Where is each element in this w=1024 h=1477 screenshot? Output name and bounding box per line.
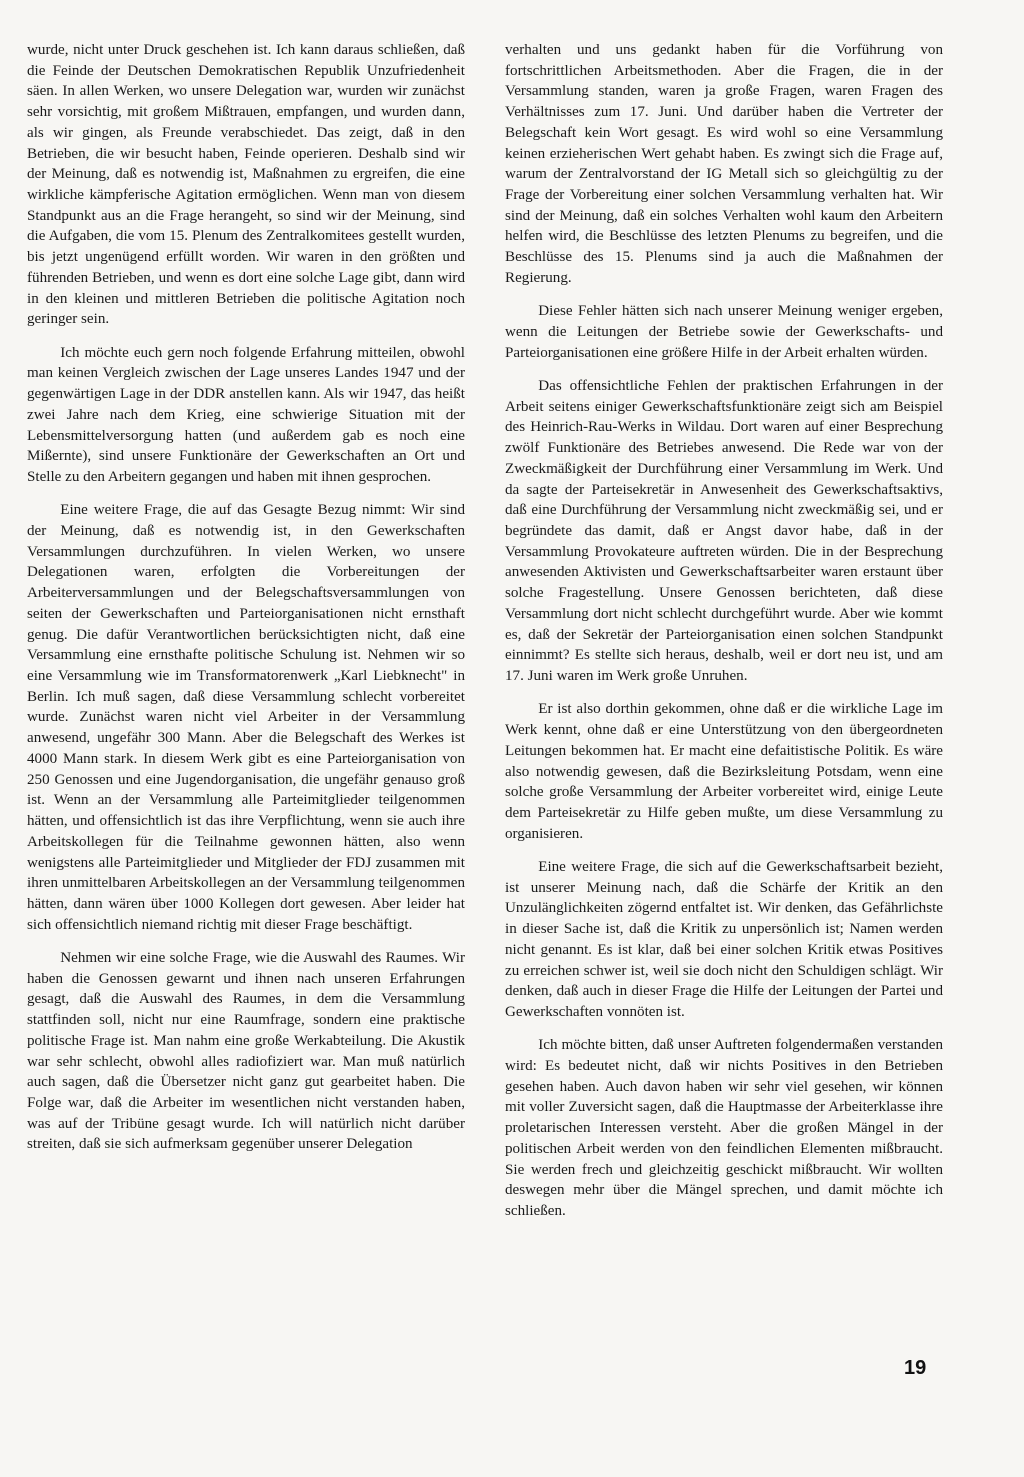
paragraph: Das offensichtliche Fehlen der praktischen Erfahrungen in der Arbeit seitens einiger Gewerkschaftsfunktionäre zeigt sich am Beispiel des Heinrich-Rau-Werks in Wildau. Dort waren auf einer Besprechung zwölf Funktionäre des Betriebes anwesend. Die Rede war von der Zweckmäßigkeit der Durchführung einer Versammlung im Werk. Und da sagte der Parteisekretär in Anwesenheit des Gewerkschaftsaktivs, daß eine Durchführung der Versammlung nicht zweckmäßig sei, und er begründete das damit, daß er Angst davor habe, daß in der Versammlung Provokateure auftreten würden. Die in der Besprechung anwesenden Aktivisten und Gewerkschaftsarbeiter waren erstaunt über solche Fragestellung. Unsere Genossen berichteten, daß diese Versammlung dort nicht schlecht durchgeführt wurde. Aber wie kommt es, daß der Sekretär der Parteiorganisation einen solchen Standpunkt einnimmt? Es stellte sich heraus, deshalb, weil er dort neu ist, und am 17. Juni waren im Werk große Unruhen. xyxy=(505,377,943,685)
paragraph: Eine weitere Frage, die sich auf die Gewerkschaftsarbeit bezieht, ist unserer Meinung nach, daß die Schärfe der Kritik an den Unzulänglichkeiten zögernd entfaltet ist. Wir denken, das Gefährlichste in dieser Sache ist, daß die Kritik zu unpersönlich ist; Namen werden nicht genannt. Es ist klar, daß bei einer solchen Kritik etwas Positives zu erreichen schwer ist, weil sie doch nicht den Schuldigen schlägt. Wir denken, daß auch in dieser Frage die Hilfe der Leitungen der Partei und Gewerkschaften vonnöten ist. xyxy=(505,858,943,1020)
paragraph: Diese Fehler hätten sich nach unserer Meinung weniger ergeben, wenn die Leitungen der Betriebe sowie der Gewerkschafts- und Parteiorganisationen eine größere Hilfe in der Arbeit erhalten würden. xyxy=(505,303,943,361)
page-number: 19 xyxy=(904,1357,927,1379)
paragraph: Ich möchte euch gern noch folgende Erfahrung mitteilen, obwohl man keinen Vergleich zwischen der Lage unseres Landes 1947 und der gegenwärtigen Lage in der DDR anstellen kann. Als wir 1947, das heißt zwei Jahre nach dem Krieg, eine schwierige Situation mit der Lebensmittelversorgung hatten (und außerdem gab es noch eine Mißernte), sind unsere Funktionäre der Gewerkschaften an Ort und Stelle zu den Arbeitern gegangen und haben mit ihnen gesprochen. xyxy=(27,344,465,485)
paragraph: wurde, nicht unter Druck geschehen ist. Ich kann daraus schließen, daß die Feinde der Deutschen Demokratischen Republik Unzufriedenheit säen. In allen Werken, wo unsere Delegation war, wurden wir zunächst sehr vorsichtig, mit großem Mißtrauen, empfangen, und wurden dann, als wir gingen, als Freunde verabschiedet. Das zeigt, daß in den Betrieben, die wir besucht haben, Feinde operieren. Deshalb sind wir der Meinung, daß es notwendig ist, Maßnahmen zu ergreifen, die eine wirkliche kämpferische Agitation ermöglichen. Wenn man von diesem Standpunkt aus an die Frage herangeht, so sind wir der Meinung, sind die Aufgaben, die vom 15. Plenum des Zentralkomitees gestellt wurden, bis jetzt ungenügend erfüllt worden. Wir waren in den größten und führenden Betrieben, und wenn es dort eine solche Lage gibt, dann wird in den kleinen und mittleren Betrieben die politische Agitation noch geringer sein. xyxy=(27,42,465,328)
paragraph: Ich möchte bitten, daß unser Auftreten folgendermaßen verstanden wird: Es bedeutet nicht, daß wir nichts Positives in den Betrieben gesehen haben. Auch davon haben wir sehr viel gesehen, wir können mit voller Zuversicht sagen, daß die Hauptmasse der Arbeiterklasse ihre proletarischen Interessen versteht. Aber die großen Mängel in der politischen Arbeit werden von den feindlichen Elementen mißbraucht. Sie werden frech und gleichzeitig geschickt mißbraucht. Wir wollten deswegen mehr über die Mängel sprechen, und damit möchte ich schließen. xyxy=(505,1037,943,1220)
paragraph: Nehmen wir eine solche Frage, wie die Auswahl des Raumes. Wir haben die Genossen gewarnt und ihnen nach unseren Erfahrungen gesagt, daß die Auswahl des Raumes, in dem die Versammlung stattfinden soll, nicht nur eine Raumfrage, sondern eine praktische politische Frage ist. Man nahm eine große Werkabteilung. Die Akustik war sehr schlecht, obwohl alles radiofiziert war. Man muß natürlich auch sagen, daß die Übersetzer nicht ganz gut gearbeitet haben. Die Folge war, daß die Arbeiter im wesentlichen nicht verstanden haben, was auf der Tribüne gesagt wurde. Ich will natürlich nicht darüber streiten, daß sie sich aufmerksam gegenüber unserer Delegation xyxy=(27,949,465,1153)
right-text-column xyxy=(505,40,943,1222)
paragraph: verhalten und uns gedankt haben für die Vorführung von fortschrittlichen Arbeitsmethoden. Aber die Fragen, die in der Versammlung standen, waren ja große Fragen, waren Fragen des Verhältnisses zum 17. Juni. Und darüber haben die Vertreter der Belegschaft kein Wort gesagt. Es wird wohl so eine Versammlung keinen erzieherischen Wert gehabt haben. Es zwingt sich die Frage auf, warum der Zentralvorstand der IG Metall sich so gleichgültig zu der Frage der Vorbereitung einer solchen Versammlung verhalten hat. Wir sind der Meinung, daß ein solches Verhalten wohl kaum den Arbeitern helfen wird, die Beschlüsse des letzten Plenums zu begreifen, und die Beschlüsse des 15. Plenums sind ja auch die Maßnahmen der Regierung. xyxy=(505,42,943,286)
paragraph: Eine weitere Frage, die auf das Gesagte Bezug nimmt: Wir sind der Meinung, daß es notwendig ist, in den Gewerkschaften Versammlungen durchzuführen. In vielen Werken, wo unsere Delegationen waren, erfolgten die Vorbereitungen der Arbeiterversammlungen und der Belegschaftsversammlungen von seiten der Gewerkschaften und Parteiorganisationen nicht ernsthaft genug. Die dafür Verantwortlichen berücksichtigten nicht, daß eine Versammlung eine ernsthafte politische Schulung ist. Nehmen wir so eine Versammlung wie im Transformatorenwerk „Karl Liebknecht" in Berlin. Ich muß sagen, daß diese Versammlung schlecht vorbereitet wurde. Zunächst waren nicht viel Arbeiter in der Versammlung anwesend, ungefähr 300 Mann. Aber die Belegschaft des Werkes ist 4000 Mann stark. In diesem Werk gibt es eine Parteiorganisation von 250 Genossen und eine Jugendorganisation, die ungefähr genauso groß ist. Wenn an der Versammlung alle Parteimitglieder teilgenommen hätten, und offensichtlich ist das ihre Verpflichtung, wenn sie auch ihre Arbeitskollegen für die Teilnahme gewonnen hätten, also wenn wenigstens alle Parteimitglieder und Mitglieder der FDJ zusammen mit ihren unmittelbaren Arbeitskollegen an der Versammlung teilgenommen hätten, dann wären über 1000 Kollegen dort gewesen. Aber leider hat sich offensichtlich niemand richtig mit dieser Frage beschäftigt. xyxy=(27,502,465,933)
left-text-column xyxy=(27,40,465,1155)
paragraph: Er ist also dorthin gekommen, ohne daß er die wirkliche Lage im Werk kennt, ohne daß er eine Unterstützung von den übergeordneten Leitungen bekommen hat. Er macht eine defaitistische Politik. Es wäre also notwendig gewesen, daß die Bezirksleitung Potsdam, wenn eine solche große Versammlung der Arbeiter vorbereitet wird, einige Leute dem Parteisekretär zu Hilfe geben mußte, um diese Versammlung zu organisieren. xyxy=(505,701,943,842)
